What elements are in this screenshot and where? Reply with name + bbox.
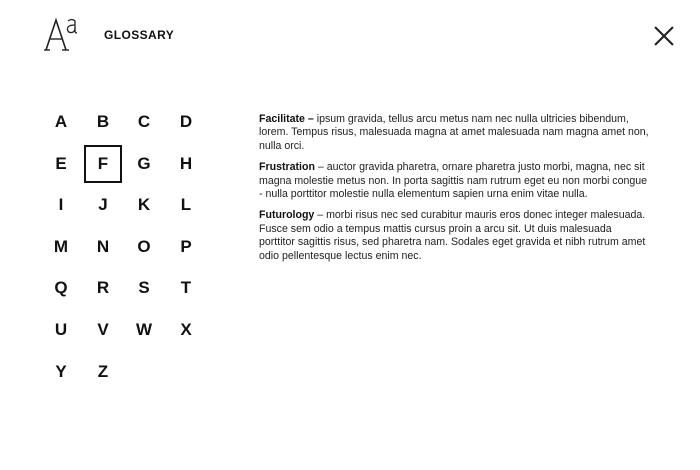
glossary-definition: – auctor gravida pharetra, ornare pharetra justo morbi, magna, nec sit magna molestie metus non. In porta sagittis nam rutrum eget eu non morbi congue - nulla porttitor molestie nulla elementum sapien urna enim vitae nulla. <box>259 161 648 201</box>
letter-w[interactable]: W <box>135 320 153 339</box>
letter-o[interactable]: O <box>137 237 151 256</box>
glossary-entry <box>259 113 649 153</box>
letter-c[interactable]: C <box>137 112 151 131</box>
glossary-definition: – morbi risus nec sed curabitur mauris eros donec integer malesuada. Fusce sem odio a tempus mattis cursus proin a arcu sit. Ut duis malesuada porttitor sagittis risus, sed pharetra nam. Sodales eget gravida et nibh rutrum amet odio pellentesque lectus enim nec. <box>259 209 646 262</box>
letter-j[interactable]: J <box>98 195 108 214</box>
glossary-term: Facilitate – <box>259 113 314 125</box>
letter-h[interactable]: H <box>179 154 193 173</box>
glossary-entry <box>259 209 649 263</box>
close-button[interactable] <box>652 24 676 48</box>
letter-k[interactable]: K <box>137 195 151 214</box>
glossary-entry <box>259 161 649 201</box>
letter-i[interactable]: I <box>58 195 64 214</box>
letter-a[interactable]: A <box>54 112 68 131</box>
glossary-term: Futurology <box>259 209 315 222</box>
letter-z[interactable]: Z <box>97 362 109 381</box>
letter-p[interactable]: P <box>180 237 192 256</box>
letter-x[interactable]: X <box>180 320 192 339</box>
letter-q[interactable]: Q <box>54 278 68 297</box>
glossary-definition: ipsum gravida, tellus arcu metus nam nec nulla ultricies bibendum, lorem. Tempus risus, malesuada magna at amet malesuada nam magna amet non, nulla orci. <box>259 113 649 152</box>
letter-f[interactable]: F <box>84 145 122 183</box>
letter-b[interactable]: B <box>96 112 110 131</box>
letter-u[interactable]: U <box>54 320 68 339</box>
letter-e[interactable]: E <box>55 154 67 173</box>
letter-d[interactable]: D <box>179 112 193 131</box>
letter-m[interactable]: M <box>53 237 69 256</box>
letter-l[interactable]: L <box>180 195 192 214</box>
glossary-definitions <box>259 113 649 271</box>
page-title: GLOSSARY <box>104 28 175 42</box>
close-icon[interactable] <box>652 24 676 48</box>
glossary-term: Frustration <box>259 161 315 174</box>
letter-s[interactable]: S <box>138 278 150 297</box>
font-size-icon <box>44 14 80 54</box>
letter-r[interactable]: R <box>96 278 110 297</box>
letter-n[interactable]: N <box>96 237 110 256</box>
letter-v[interactable]: V <box>97 320 109 339</box>
letter-t[interactable]: T <box>180 278 192 297</box>
letter-g[interactable]: G <box>137 154 151 173</box>
letter-y[interactable]: Y <box>55 362 67 381</box>
